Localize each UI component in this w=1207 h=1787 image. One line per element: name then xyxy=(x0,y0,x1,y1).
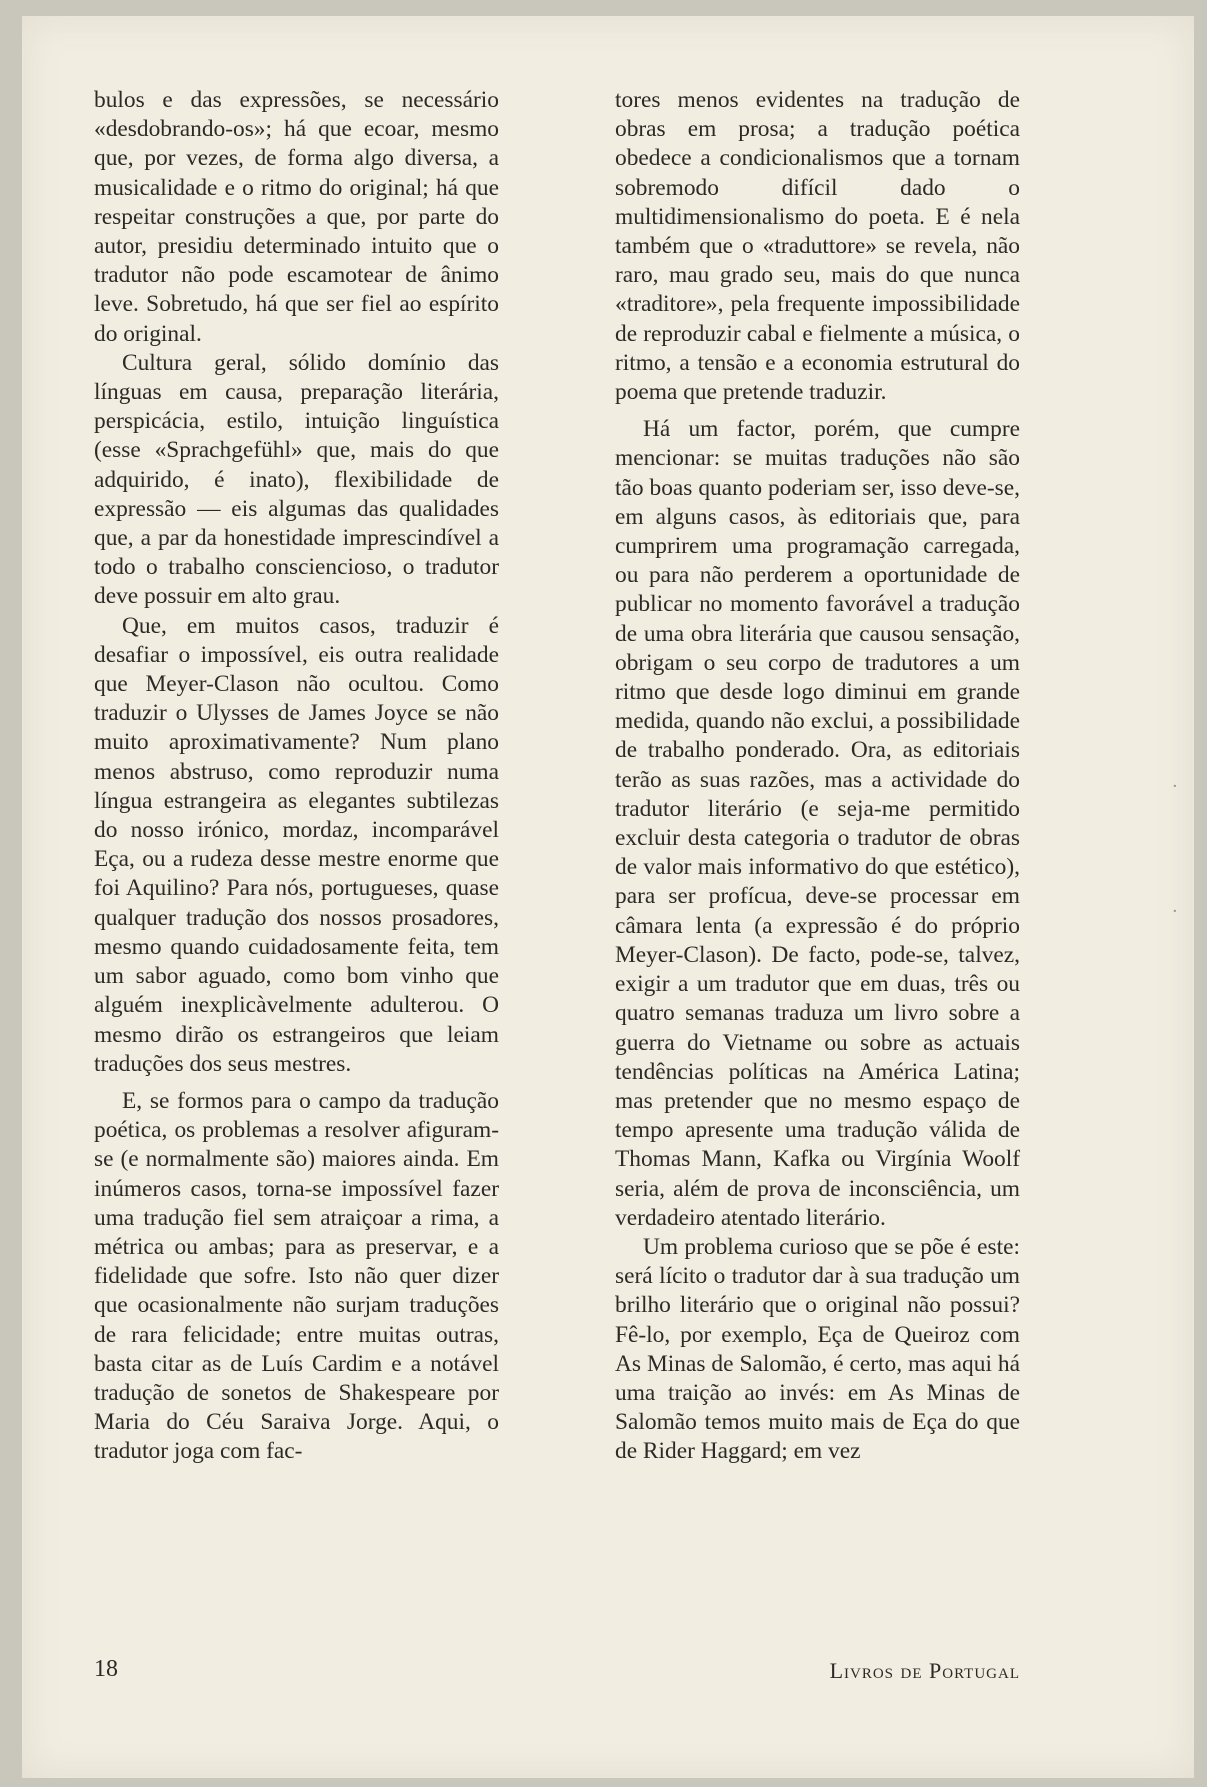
paragraph: Cultura geral, sólido domínio das línguas em causa, preparação literária, perspicácia, estilo, intuição linguística (esse «Sprachgefühl» que, mais do que adquirido, é inato), flexibilidade de expressão — eis algumas das qualidades que, a par da honestidade imprescindível a todo o trabalho consciencioso, o tradutor deve possuir em alto grau. xyxy=(94,349,499,610)
paragraph: bulos e das expressões, se necessário «desdobrando-os»; há que ecoar, mesmo que, por vezes, de forma algo diversa, a musicalidade e o ritmo do original; há que respeitar construções a que, por parte do autor, presidiu determinado intuito que o tradutor não pode escamotear de ânimo leve. Sobretudo, há que ser fiel ao espírito do original. xyxy=(94,87,499,347)
document-page xyxy=(22,16,1194,1778)
paragraph: Um problema curioso que se põe é este: será lícito o tradutor dar à sua tradução um brilho literário que o original não possui? Fê-lo, por exemplo, Eça de Queiroz com As Minas de Salomão, é certo, mas aqui há uma traição ao invés: em As Minas de Salomão temos muito mais de Eça do que de Rider Haggard; em vez xyxy=(615,1233,1020,1465)
paragraph: Há um factor, porém, que cumpre mencionar: se muitas traduções não são tão boas quanto poderiam ser, isso deve-se, em alguns casos, às editoriais que, para cumprirem uma programação carregada, ou para não perderem a oportunidade de publicar no momento favorável a tradução de uma obra literária que causou sensação, obrigam o seu corpo de tradutores a um ritmo que desde logo diminui em grande medida, quando não exclui, a possibilidade de trabalho ponderado. Ora, as editoriais terão as suas razões, mas a actividade do tradutor literário (e seja-me permitido excluir desta categoria o tradutor de obras de valor mais informativo do que estético), para ser profícua, deve-se processar em câmara lenta (a expressão é do próprio Meyer-Clason). De facto, pode-se, talvez, exigir a um tradutor que em duas, três ou quatro semanas traduza um livro sobre a guerra do Vietname ou sobre as actuais tendências políticas na América Latina; mas pretender que no mesmo espaço de tempo apresente uma tradução válida de Thomas Mann, Kafka ou Virgínia Woolf seria, além de prova de inconsciência, um verdadeiro atentado literário. xyxy=(615,416,1020,1231)
left-text-column xyxy=(94,86,499,1467)
paragraph: E, se formos para o campo da tradução poética, os problemas a resolver afiguram-se (e normalmente são) maiores ainda. Em inúmeros casos, torna-se impossível fazer uma tradução fiel sem atraiçoar a rima, a métrica ou ambas; para as preservar, e a fidelidade que sofre. Isto não quer dizer que ocasionalmente não surjam traduções de rara felicidade; entre muitas outras, basta citar as de Luís Cardim e a notável tradução de sonetos de Shakespeare por Maria do Céu Saraiva Jorge. Aqui, o tradutor joga com fac- xyxy=(94,1087,499,1465)
right-text-column xyxy=(615,86,1020,1467)
margin-speck: · xyxy=(1172,901,1178,922)
paragraph: tores menos evidentes na tradução de obras em prosa; a tradução poética obedece a condicionalismos que a tornam sobremodo difícil dado o multidimensionalismo do poeta. E é nela também que o «traduttore» se revela, não raro, mau grado seu, mais do que nunca «traditore», pela frequente impossibilidade de reproduzir cabal e fielmente a música, o ritmo, a tensão e a economia estrutural do poema que pretende traduzir. xyxy=(615,87,1020,406)
running-title: Livros de Portugal xyxy=(829,1658,1020,1683)
margin-speck: · xyxy=(1172,776,1178,797)
paragraph: Que, em muitos casos, traduzir é desafiar o impossível, eis outra realidade que Meyer-Clason não ocultou. Como traduzir o Ulysses de James Joyce se não muito aproximativamente? Num plano menos abstruso, como reproduzir numa língua estrangeira as elegantes subtilezas do nosso irónico, mordaz, incomparável Eça, ou a rudeza desse mestre enorme que foi Aquilino? Para nós, portugueses, quase qualquer tradução dos nossos prosadores, mesmo quando cuidadosamente feita, tem um sabor aguado, como bom vinho que alguém inexplicàvelmente adulterou. O mesmo dirão os estrangeiros que leiam traduções dos seus mestres. xyxy=(94,612,499,1077)
page-number: 18 xyxy=(94,1656,118,1682)
